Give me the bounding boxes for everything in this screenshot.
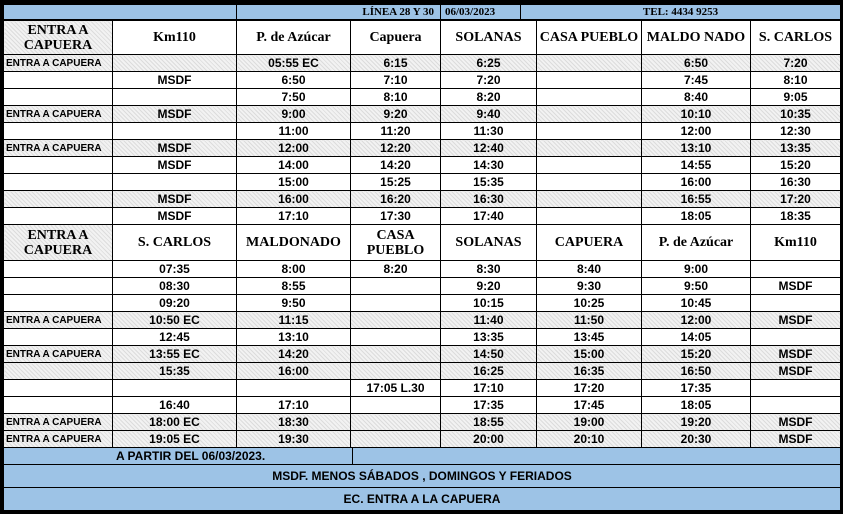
time-cell: 7:50 xyxy=(237,89,351,106)
time-cell: 9:50 xyxy=(642,278,751,295)
time-cell: 05:55 EC xyxy=(237,55,351,72)
outbound-table xyxy=(3,20,841,225)
time-cell: MSDF xyxy=(113,157,237,174)
time-cell: 14:50 xyxy=(441,346,537,363)
time-cell: 16:50 xyxy=(642,363,751,380)
footer-spacer xyxy=(353,448,841,465)
outbound-header-cell: CASA PUEBLO xyxy=(537,21,642,55)
time-cell: 15:20 xyxy=(642,346,751,363)
time-cell: 12:00 xyxy=(642,312,751,329)
time-cell: 17:30 xyxy=(351,208,441,225)
time-cell: 07:35 xyxy=(113,261,237,278)
time-cell: 6:50 xyxy=(237,72,351,89)
entra-capuera-flag xyxy=(4,123,113,140)
time-cell: 9:00 xyxy=(237,106,351,123)
outbound-header-cell: S. CARLOS xyxy=(751,21,841,55)
time-cell: 8:55 xyxy=(237,278,351,295)
ec-note: EC. ENTRA A LA CAPUERA xyxy=(4,488,841,511)
time-cell xyxy=(351,414,441,431)
footer-table xyxy=(3,447,841,511)
time-cell xyxy=(537,208,642,225)
outbound-header-cell: P. de Azúcar xyxy=(237,21,351,55)
time-cell: 8:40 xyxy=(537,261,642,278)
time-cell: 16:40 xyxy=(113,397,237,414)
time-cell: 16:30 xyxy=(751,174,841,191)
time-cell: 8:10 xyxy=(751,72,841,89)
time-cell: 13:35 xyxy=(751,140,841,157)
time-cell: MSDF xyxy=(751,414,841,431)
time-cell: 12:45 xyxy=(113,329,237,346)
time-cell: 17:10 xyxy=(237,397,351,414)
time-cell: 17:35 xyxy=(441,397,537,414)
time-cell: MSDF xyxy=(113,208,237,225)
time-cell: 7:20 xyxy=(751,55,841,72)
time-cell: 20:00 xyxy=(441,431,537,448)
time-cell xyxy=(537,55,642,72)
entra-capuera-flag xyxy=(4,157,113,174)
time-cell: MSDF xyxy=(113,106,237,123)
entra-capuera-flag: ENTRA A CAPUERA xyxy=(4,55,113,72)
table-row xyxy=(4,363,841,380)
time-cell xyxy=(751,295,841,312)
time-cell: 12:00 xyxy=(642,123,751,140)
time-cell xyxy=(113,123,237,140)
time-cell: 9:20 xyxy=(441,278,537,295)
time-cell xyxy=(537,123,642,140)
time-cell: MSDF xyxy=(751,312,841,329)
time-cell: 10:25 xyxy=(537,295,642,312)
time-cell: MSDF xyxy=(751,363,841,380)
table-row xyxy=(4,261,841,278)
time-cell: 18:00 EC xyxy=(113,414,237,431)
title-spacer xyxy=(4,5,237,20)
time-cell: 9:05 xyxy=(751,89,841,106)
time-cell: 16:20 xyxy=(351,191,441,208)
time-cell: 8:20 xyxy=(441,89,537,106)
time-cell: MSDF xyxy=(113,72,237,89)
time-cell xyxy=(537,157,642,174)
time-cell: 10:45 xyxy=(642,295,751,312)
time-cell xyxy=(537,89,642,106)
time-cell: 15:20 xyxy=(751,157,841,174)
entra-capuera-flag: ENTRA A CAPUERA xyxy=(4,140,113,157)
valid-from-note: A PARTIR DEL 06/03/2023. xyxy=(4,448,353,465)
time-cell: 12:20 xyxy=(351,140,441,157)
table-row xyxy=(4,312,841,329)
time-cell: 10:15 xyxy=(441,295,537,312)
time-cell xyxy=(237,380,351,397)
entra-capuera-flag xyxy=(4,191,113,208)
time-cell xyxy=(113,89,237,106)
entra-capuera-flag: ENTRA A CAPUERA xyxy=(4,312,113,329)
time-cell: 9:30 xyxy=(537,278,642,295)
time-cell: 13:10 xyxy=(237,329,351,346)
table-row xyxy=(4,431,841,448)
time-cell xyxy=(351,363,441,380)
time-cell: 15:35 xyxy=(113,363,237,380)
line-name: LÍNEA 28 Y 30 xyxy=(237,5,441,20)
time-cell xyxy=(351,431,441,448)
time-cell: 12:00 xyxy=(237,140,351,157)
time-cell: MSDF xyxy=(751,278,841,295)
time-cell: 17:35 xyxy=(642,380,751,397)
time-cell: 14:55 xyxy=(642,157,751,174)
inbound-header-cell: P. de Azúcar xyxy=(642,225,751,261)
outbound-header-cell: ENTRA A CAPUERA xyxy=(4,21,113,55)
time-cell xyxy=(113,55,237,72)
entra-capuera-flag xyxy=(4,174,113,191)
time-cell: 16:00 xyxy=(237,363,351,380)
outbound-header-cell: MALDO NADO xyxy=(642,21,751,55)
time-cell xyxy=(351,278,441,295)
time-cell: 7:10 xyxy=(351,72,441,89)
time-cell: 09:20 xyxy=(113,295,237,312)
time-cell xyxy=(113,380,237,397)
time-cell: 12:30 xyxy=(751,123,841,140)
table-row xyxy=(4,208,841,225)
time-cell: 9:00 xyxy=(642,261,751,278)
table-row xyxy=(4,346,841,363)
time-cell: 16:00 xyxy=(642,174,751,191)
time-cell: 18:30 xyxy=(237,414,351,431)
table-row xyxy=(4,174,841,191)
time-cell: 8:10 xyxy=(351,89,441,106)
time-cell: 11:40 xyxy=(441,312,537,329)
time-cell xyxy=(751,397,841,414)
time-cell: 10:35 xyxy=(751,106,841,123)
time-cell: 17:20 xyxy=(537,380,642,397)
table-row xyxy=(4,89,841,106)
time-cell: 15:00 xyxy=(237,174,351,191)
time-cell: 18:35 xyxy=(751,208,841,225)
outbound-header-row xyxy=(4,21,841,55)
schedule-date: 06/03/2023 xyxy=(441,5,521,20)
time-cell: 12:40 xyxy=(441,140,537,157)
time-cell: 13:45 xyxy=(537,329,642,346)
time-cell: 7:45 xyxy=(642,72,751,89)
time-cell: 10:10 xyxy=(642,106,751,123)
entra-capuera-flag: ENTRA A CAPUERA xyxy=(4,346,113,363)
entra-capuera-flag xyxy=(4,295,113,312)
entra-capuera-flag xyxy=(4,261,113,278)
time-cell: 16:30 xyxy=(441,191,537,208)
inbound-header-cell: Km110 xyxy=(751,225,841,261)
entra-capuera-flag: ENTRA A CAPUERA xyxy=(4,414,113,431)
entra-capuera-flag: ENTRA A CAPUERA xyxy=(4,431,113,448)
time-cell: 11:00 xyxy=(237,123,351,140)
time-cell: 17:10 xyxy=(237,208,351,225)
outbound-header-cell: Km110 xyxy=(113,21,237,55)
time-cell: 19:05 EC xyxy=(113,431,237,448)
time-cell: 18:05 xyxy=(642,397,751,414)
time-cell: MSDF xyxy=(113,191,237,208)
time-cell: 14:05 xyxy=(642,329,751,346)
time-cell: 15:35 xyxy=(441,174,537,191)
time-cell: 9:20 xyxy=(351,106,441,123)
entra-capuera-flag xyxy=(4,278,113,295)
table-row xyxy=(4,414,841,431)
time-cell xyxy=(351,346,441,363)
outbound-header-cell: SOLANAS xyxy=(441,21,537,55)
inbound-header-row xyxy=(4,225,841,261)
time-cell xyxy=(751,261,841,278)
entra-capuera-flag xyxy=(4,329,113,346)
time-cell: 15:25 xyxy=(351,174,441,191)
time-cell: 8:00 xyxy=(237,261,351,278)
time-cell: 14:20 xyxy=(351,157,441,174)
time-cell: 20:10 xyxy=(537,431,642,448)
time-cell: 16:00 xyxy=(237,191,351,208)
inbound-header-cell: MALDONADO xyxy=(237,225,351,261)
time-cell: 11:30 xyxy=(441,123,537,140)
time-cell: 6:25 xyxy=(441,55,537,72)
time-cell: MSDF xyxy=(751,346,841,363)
time-cell xyxy=(537,140,642,157)
inbound-header-cell: CASA PUEBLO xyxy=(351,225,441,261)
time-cell: 19:30 xyxy=(237,431,351,448)
inbound-header-cell: ENTRA A CAPUERA xyxy=(4,225,113,261)
time-cell: 8:20 xyxy=(351,261,441,278)
table-row xyxy=(4,157,841,174)
time-cell: 17:45 xyxy=(537,397,642,414)
time-cell: 17:10 xyxy=(441,380,537,397)
entra-capuera-flag xyxy=(4,380,113,397)
table-row xyxy=(4,140,841,157)
entra-capuera-flag: ENTRA A CAPUERA xyxy=(4,106,113,123)
time-cell: 19:00 xyxy=(537,414,642,431)
entra-capuera-flag xyxy=(4,397,113,414)
time-cell: 13:55 EC xyxy=(113,346,237,363)
time-cell xyxy=(751,380,841,397)
time-cell xyxy=(351,295,441,312)
time-cell: 11:15 xyxy=(237,312,351,329)
time-cell xyxy=(113,174,237,191)
table-row xyxy=(4,106,841,123)
time-cell: 14:20 xyxy=(237,346,351,363)
table-row xyxy=(4,191,841,208)
time-cell: 18:05 xyxy=(642,208,751,225)
inbound-header-cell: SOLANAS xyxy=(441,225,537,261)
table-row xyxy=(4,295,841,312)
time-cell: 10:50 EC xyxy=(113,312,237,329)
time-cell xyxy=(351,329,441,346)
time-cell: 11:50 xyxy=(537,312,642,329)
time-cell: 16:25 xyxy=(441,363,537,380)
time-cell xyxy=(537,191,642,208)
table-row xyxy=(4,397,841,414)
time-cell: 15:00 xyxy=(537,346,642,363)
time-cell xyxy=(537,174,642,191)
entra-capuera-flag xyxy=(4,208,113,225)
table-row xyxy=(4,123,841,140)
time-cell xyxy=(751,329,841,346)
inbound-header-cell: CAPUERA xyxy=(537,225,642,261)
msdf-note: MSDF. MENOS SÁBADOS , DOMINGOS Y FERIADOS xyxy=(4,465,841,488)
time-cell: 14:30 xyxy=(441,157,537,174)
title-bar xyxy=(3,4,841,20)
phone-number: TEL: 4434 9253 xyxy=(521,5,841,20)
table-row xyxy=(4,278,841,295)
time-cell: 16:55 xyxy=(642,191,751,208)
entra-capuera-flag xyxy=(4,72,113,89)
time-cell: 17:20 xyxy=(751,191,841,208)
time-cell: 13:10 xyxy=(642,140,751,157)
time-cell: 13:35 xyxy=(441,329,537,346)
time-cell: 9:40 xyxy=(441,106,537,123)
time-cell: 6:50 xyxy=(642,55,751,72)
time-cell: 8:40 xyxy=(642,89,751,106)
time-cell: 14:00 xyxy=(237,157,351,174)
time-cell: 8:30 xyxy=(441,261,537,278)
time-cell: 17:40 xyxy=(441,208,537,225)
time-cell: MSDF xyxy=(113,140,237,157)
outbound-header-cell: Capuera xyxy=(351,21,441,55)
time-cell: 11:20 xyxy=(351,123,441,140)
time-cell: 08:30 xyxy=(113,278,237,295)
time-cell: 18:55 xyxy=(441,414,537,431)
time-cell: 17:05 L.30 xyxy=(351,380,441,397)
table-row xyxy=(4,55,841,72)
table-row xyxy=(4,380,841,397)
time-cell: 9:50 xyxy=(237,295,351,312)
table-row xyxy=(4,72,841,89)
time-cell xyxy=(351,397,441,414)
inbound-table xyxy=(3,224,841,448)
entra-capuera-flag xyxy=(4,363,113,380)
time-cell: MSDF xyxy=(751,431,841,448)
inbound-header-cell: S. CARLOS xyxy=(113,225,237,261)
entra-capuera-flag xyxy=(4,89,113,106)
time-cell: 19:20 xyxy=(642,414,751,431)
time-cell: 7:20 xyxy=(441,72,537,89)
time-cell xyxy=(537,72,642,89)
time-cell: 16:35 xyxy=(537,363,642,380)
time-cell xyxy=(537,106,642,123)
table-row xyxy=(4,329,841,346)
time-cell: 6:15 xyxy=(351,55,441,72)
time-cell: 20:30 xyxy=(642,431,751,448)
time-cell xyxy=(351,312,441,329)
